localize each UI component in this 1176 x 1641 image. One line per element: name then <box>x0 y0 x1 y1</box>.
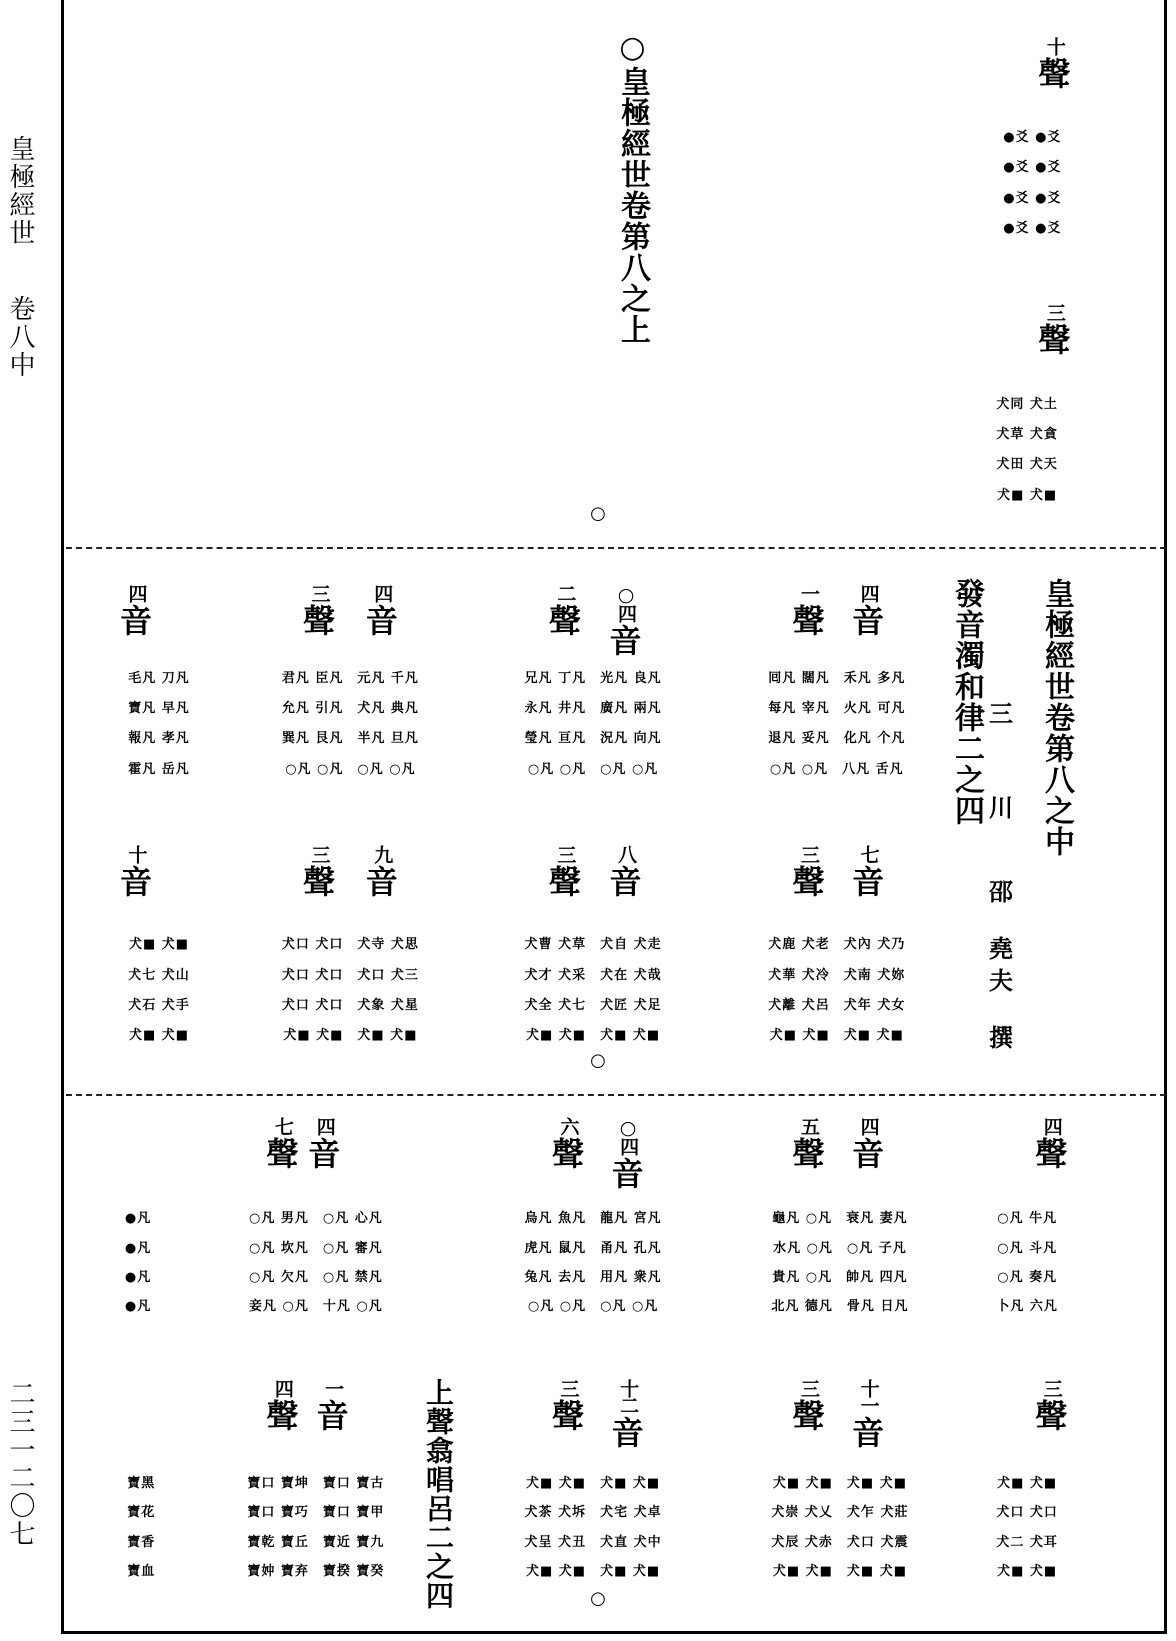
section-subtitle-lower: 上聲翕唱呂二之四 <box>422 1378 455 1610</box>
table-row: 犬呈 犬丑 犬直 犬中 <box>524 1534 662 1550</box>
margin-page-number: 二三一二〇七 <box>5 1380 35 1548</box>
table-row: 妾凡 ○凡 十凡 ○凡 <box>249 1299 383 1315</box>
heading-character: 聲 <box>548 863 581 902</box>
table-row: ●凡 <box>124 1240 152 1256</box>
table-row: 犬■ 犬■ 犬■ 犬■ <box>772 1476 908 1492</box>
table-row: 永凡 井凡 廣凡 兩凡 <box>524 701 662 716</box>
table-row: 兔凡 去凡 用凡 衆凡 <box>524 1270 662 1286</box>
block-heading <box>119 845 152 902</box>
margin-volume: 卷八中 <box>5 295 35 379</box>
table-row: 寶乾 寶丘 寶近 寶九 <box>247 1534 385 1550</box>
table-row: 每凡 宰凡 火凡 可凡 <box>768 701 906 716</box>
author-char: 三 <box>989 699 1014 729</box>
table-row: 犬全 犬七 犬匠 犬足 <box>524 998 662 1014</box>
heading-character: 聲 <box>551 1135 584 1174</box>
table-row: 犬■ 犬■ 犬■ 犬■ <box>525 1028 661 1044</box>
table-row: 寶口 寶坤 寶口 寶古 <box>247 1476 385 1492</box>
table-row: 卜凡 六凡 <box>996 1299 1058 1315</box>
author-char: 夫 <box>989 965 1014 995</box>
table-row: ○凡 男凡 ○凡 心凡 <box>249 1211 383 1227</box>
table-row: ●凡 <box>124 1211 152 1227</box>
table-row: ○凡 斗凡 <box>997 1240 1058 1256</box>
table-row: 犬崇 犬乂 犬乍 犬莊 <box>771 1505 909 1521</box>
heading-number: 十 <box>125 845 148 863</box>
table-row: 犬同 犬土 <box>996 396 1058 412</box>
heading-character: 聲 <box>1035 1135 1068 1174</box>
table-row: 犬辰 犬赤 犬口 犬震 <box>771 1534 909 1550</box>
table-row: ○凡 牛凡 <box>997 1211 1058 1227</box>
block-heading <box>303 583 336 640</box>
table-row: ○凡 ○凡 八凡 舌凡 <box>769 761 904 777</box>
block-heading <box>852 1378 885 1452</box>
table-row: 犬■ 犬■ <box>128 1028 190 1044</box>
heading-number: 十 <box>1043 36 1066 54</box>
table-row: 犬口 犬口 <box>996 1505 1058 1521</box>
author-char: 堯 <box>989 934 1014 964</box>
heading-number: ○四 <box>614 583 637 621</box>
heading-number: 四 <box>125 583 148 601</box>
heading-number: 十一 <box>857 1378 880 1413</box>
circle-mark: ○ <box>590 503 606 524</box>
table-row: 犬口 犬口 犬口 犬三 <box>281 967 419 983</box>
block-heading <box>852 845 885 902</box>
table-row: 犬草 犬貪 <box>996 426 1058 442</box>
table-row: ○凡 ○凡 ○凡 ○凡 <box>285 761 416 777</box>
heading-character: 聲 <box>548 601 581 640</box>
table-row: 犬茶 犬坼 犬宅 犬卓 <box>524 1505 662 1521</box>
table-row: 寶香 <box>127 1534 156 1550</box>
table-row: ○凡 坎凡 ○凡 審凡 <box>249 1240 383 1256</box>
author-char: 邵 <box>989 876 1014 906</box>
table-row: ●爻 ●爻 <box>1003 190 1062 206</box>
table-row: 犬■ 犬■ <box>997 1476 1058 1492</box>
table-row: 霍凡 岳凡 <box>128 761 190 777</box>
block-heading <box>1038 303 1071 360</box>
section-divider <box>66 1094 1166 1096</box>
heading-number: 一 <box>322 1378 345 1396</box>
heading-number: 四 <box>1040 1117 1063 1135</box>
block-heading <box>609 845 642 902</box>
block-heading <box>308 1117 341 1174</box>
block-heading <box>1035 1117 1068 1174</box>
section-subtitle: 發音濁和律二之四 <box>949 578 984 826</box>
table-row: ●爻 ●爻 <box>1003 160 1062 176</box>
section-divider <box>66 547 1166 549</box>
circle-mark: ○ <box>590 1050 606 1071</box>
table-row: 毛凡 刀凡 <box>128 670 190 686</box>
block-heading <box>551 1378 584 1435</box>
block-heading <box>611 1378 644 1452</box>
heading-character: 聲 <box>792 1396 825 1435</box>
block-heading <box>852 583 885 640</box>
volume-title-middle: 皇極經世卷第八之中 <box>1039 578 1074 857</box>
block-heading <box>551 1117 584 1174</box>
block-heading <box>548 845 581 902</box>
table-row: 水凡 ○凡 ○凡 子凡 <box>773 1240 907 1256</box>
table-row: 犬■ 犬■ <box>997 1563 1058 1579</box>
table-row: 犬石 犬手 <box>128 998 190 1014</box>
table-row: 犬■ 犬■ 犬■ 犬■ <box>525 1476 661 1492</box>
table-row: ○凡 奏凡 <box>997 1270 1058 1286</box>
block-heading <box>548 583 581 640</box>
table-row: 寶血 <box>127 1563 156 1579</box>
heading-number: ○四 <box>617 1117 640 1155</box>
table-row: 犬離 犬呂 犬年 犬女 <box>768 998 906 1014</box>
heading-character: 聲 <box>303 863 336 902</box>
block-heading <box>303 845 336 902</box>
block-heading <box>119 583 152 640</box>
table-row: 允凡 引凡 犬凡 典凡 <box>281 701 419 716</box>
table-row: 貴凡 ○凡 帥凡 四凡 <box>772 1270 908 1286</box>
table-row: ○凡 欠凡 ○凡 禁凡 <box>249 1270 383 1286</box>
heading-character: 聲 <box>1035 1396 1068 1435</box>
heading-character: 音 <box>365 863 398 902</box>
table-row: 烏凡 魚凡 龍凡 宮凡 <box>524 1211 662 1227</box>
heading-number: 五 <box>798 1117 821 1135</box>
table-row: 北凡 德凡 骨凡 日凡 <box>771 1299 909 1315</box>
table-row: 犬口 犬口 犬寺 犬思 <box>281 937 419 953</box>
table-row: 寶妕 寶弃 寶揆 寶癸 <box>247 1563 385 1579</box>
table-row: 寶黑 <box>127 1476 156 1492</box>
block-heading <box>1038 36 1071 93</box>
table-row: 犬■ 犬■ <box>128 937 190 953</box>
heading-number: 六 <box>557 1117 580 1135</box>
heading-number: 四 <box>371 583 394 601</box>
block-heading <box>365 845 398 902</box>
heading-character: 音 <box>119 601 152 640</box>
block-heading <box>365 583 398 640</box>
heading-number: 二 <box>554 583 577 601</box>
table-row: 虎凡 鼠凡 甬凡 孔凡 <box>524 1240 662 1256</box>
table-row: 君凡 臣凡 元凡 千凡 <box>281 670 419 686</box>
heading-number: 十二 <box>617 1378 640 1413</box>
heading-character: 聲 <box>1038 54 1071 93</box>
table-row: 兄凡 丁凡 光凡 良凡 <box>524 670 662 686</box>
block-heading <box>316 1378 349 1435</box>
table-row: 巽凡 艮凡 半凡 旦凡 <box>281 731 419 747</box>
table-row: 龜凡 ○凡 衰凡 妻凡 <box>772 1211 908 1227</box>
heading-number: 四 <box>857 583 880 601</box>
block-heading <box>792 1117 825 1174</box>
table-row: 囘凡 闊凡 禾凡 多凡 <box>768 670 906 686</box>
heading-character: 聲 <box>551 1396 584 1435</box>
table-row: 犬曹 犬草 犬自 犬走 <box>524 937 662 953</box>
table-row: 犬■ 犬■ 犬■ 犬■ <box>283 1028 418 1044</box>
table-row: 瑩凡 亘凡 況凡 向凡 <box>524 731 662 747</box>
block-heading <box>611 1117 644 1194</box>
block-heading <box>609 583 642 660</box>
heading-number: 三 <box>1040 1378 1063 1396</box>
table-row: 犬田 犬天 <box>996 457 1058 473</box>
table-row: 寶凡 早凡 <box>128 701 190 716</box>
heading-number: 一 <box>798 583 821 601</box>
heading-character: 聲 <box>792 1135 825 1174</box>
block-heading <box>266 1117 299 1174</box>
heading-number: 九 <box>371 845 394 863</box>
heading-number: 三 <box>798 1378 821 1396</box>
heading-number: 三 <box>308 583 331 601</box>
table-row: 犬■ 犬■ 犬■ 犬■ <box>772 1563 908 1579</box>
block-heading <box>792 845 825 902</box>
heading-character: 音 <box>609 863 642 902</box>
author-char: 撰 <box>989 1023 1014 1053</box>
heading-character: 音 <box>316 1396 349 1435</box>
table-row: 犬■ 犬■ 犬■ 犬■ <box>769 1028 904 1044</box>
table-row: 報凡 孝凡 <box>128 731 190 747</box>
heading-character: 聲 <box>303 601 336 640</box>
table-row: ●爻 ●爻 <box>1003 129 1062 145</box>
heading-number: 三 <box>798 845 821 863</box>
block-heading <box>792 583 825 640</box>
table-row: 犬七 犬山 <box>128 967 190 983</box>
table-row: 犬■ 犬■ <box>997 487 1058 503</box>
heading-character: 音 <box>852 863 885 902</box>
table-row: ○凡 ○凡 ○凡 ○凡 <box>527 1299 659 1315</box>
block-heading <box>1035 1378 1068 1435</box>
heading-number: 四 <box>271 1378 294 1396</box>
heading-character: 音 <box>852 601 885 640</box>
table-row: ●凡 <box>124 1270 152 1286</box>
heading-character: 音 <box>609 621 642 660</box>
table-row: 犬鹿 犬老 犬內 犬乃 <box>768 937 906 953</box>
circle-mark: ○ <box>590 1588 606 1609</box>
table-row: 寶花 <box>127 1505 156 1521</box>
table-row: 犬華 犬冷 犬南 犬妳 <box>768 967 906 983</box>
heading-number: 三 <box>557 1378 580 1396</box>
block-heading <box>852 1117 885 1174</box>
heading-character: 音 <box>852 1135 885 1174</box>
heading-character: 音 <box>365 601 398 640</box>
author-char: 川 <box>989 793 1014 823</box>
heading-number: 四 <box>857 1117 880 1135</box>
table-row: 犬口 犬口 犬象 犬星 <box>281 998 419 1014</box>
table-row: 寶口 寶巧 寶口 寶甲 <box>247 1505 385 1521</box>
heading-number: 三 <box>554 845 577 863</box>
table-row: ○凡 ○凡 ○凡 ○凡 <box>527 761 659 777</box>
table-row: ●凡 <box>124 1299 152 1315</box>
heading-number: 七 <box>857 845 880 863</box>
volume-title-upper: ○皇極經世卷第八之上 <box>615 30 650 345</box>
table-row: ●爻 ●爻 <box>1003 220 1062 236</box>
block-heading <box>266 1378 299 1435</box>
heading-character: 音 <box>611 1155 644 1194</box>
table-row: 犬■ 犬■ 犬■ 犬■ <box>525 1563 661 1579</box>
heading-number: 四 <box>313 1117 336 1135</box>
heading-character: 聲 <box>1038 321 1071 360</box>
block-heading <box>792 1378 825 1435</box>
heading-character: 聲 <box>792 863 825 902</box>
heading-character: 音 <box>852 1413 885 1452</box>
table-row: 犬二 犬耳 <box>996 1534 1058 1550</box>
heading-number: 八 <box>614 845 637 863</box>
table-row: 犬才 犬采 犬在 犬哉 <box>524 967 662 983</box>
heading-character: 聲 <box>792 601 825 640</box>
heading-number: 三 <box>1043 303 1066 321</box>
heading-character: 聲 <box>266 1396 299 1435</box>
heading-character: 音 <box>308 1135 341 1174</box>
margin-book-title: 皇極經世 <box>5 135 35 247</box>
heading-character: 聲 <box>266 1135 299 1174</box>
table-row: 退凡 妥凡 化凡 个凡 <box>768 731 906 747</box>
heading-character: 音 <box>611 1413 644 1452</box>
heading-number: 三 <box>308 845 331 863</box>
heading-character: 音 <box>119 863 152 902</box>
heading-number: 七 <box>271 1117 294 1135</box>
